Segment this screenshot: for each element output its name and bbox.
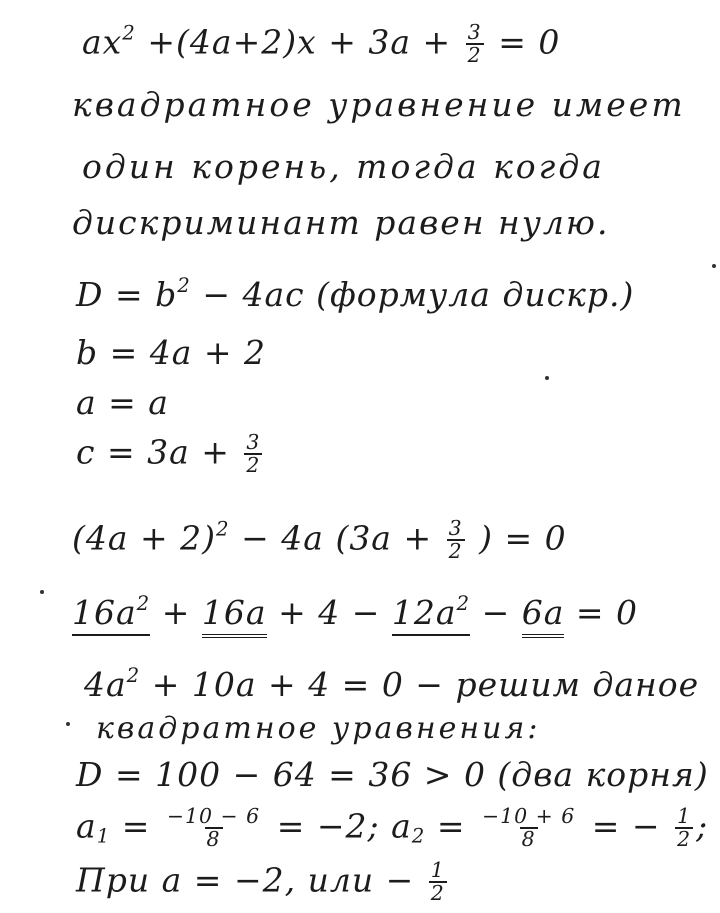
scan-speck xyxy=(66,722,70,726)
discriminant-equation-line: $(4a + 2)^2 - 4a$ (3a + $\frac{3}{2}$ ) = 0 xyxy=(72,516,567,564)
answer-line: При a = −2, или − $\frac{1}{2}$ xyxy=(76,858,445,906)
double-underlined-term: 6a xyxy=(522,593,565,638)
coef-c-line: c = 3a + $\frac{3}{2}$ xyxy=(76,430,261,478)
scan-speck xyxy=(40,590,44,594)
text-line-4: дискриминант равен нулю. xyxy=(72,203,610,242)
fraction: $\frac{3}{2}$ xyxy=(246,430,261,478)
roots-line: $a_1$ = $\frac{-10 - 6}{8}$ = −2; $a_2$ = $\frac{-10 + 6}{8}$ = − $\frac{1}{2}$ ; xyxy=(76,804,709,852)
fraction: $\frac{-10 - 6}{8}$ xyxy=(166,804,261,852)
double-underlined-term: 16a xyxy=(202,593,267,638)
fraction: $\frac{-10 + 6}{8}$ xyxy=(482,804,576,852)
underlined-term: $12a^2$ xyxy=(392,593,470,636)
reduced-equation-line: $4a^2 + 10a + 4 = 0$ − решим даное xyxy=(84,664,700,704)
second-discriminant-line: D = 100 − 64 = 36 > 0 (два корня) xyxy=(76,755,709,794)
scan-speck xyxy=(545,376,549,380)
fraction: $\frac{1}{2}$ xyxy=(677,804,692,852)
fraction: $\frac{3}{2}$ xyxy=(448,516,463,564)
text-line-2: квадратное уравнение имеет xyxy=(72,85,686,124)
coef-b-line: b = 4a + 2 xyxy=(76,333,267,372)
text-line-12: квадратное уравнения: xyxy=(96,711,541,746)
underlined-term: $16a^2$ xyxy=(72,593,150,636)
discriminant-formula-line: $D = b^2 - 4ac$ (формула дискр.) xyxy=(76,274,635,314)
equation-line-1: $ax^2 +(4a+2)x + 3a$ + $\frac{3}{2}$ = 0 xyxy=(82,20,561,68)
fraction: $\frac{3}{2}$ xyxy=(467,20,482,68)
coef-a-line: a = a xyxy=(76,383,169,422)
text-line-3: один корень, тогда когда xyxy=(82,147,605,186)
scan-speck xyxy=(712,264,716,268)
expanded-equation-line: $16a^2 + 16a + 4 - 12a^2 - 6a = 0$ xyxy=(72,596,638,629)
fraction: $\frac{1}{2}$ xyxy=(430,858,445,906)
